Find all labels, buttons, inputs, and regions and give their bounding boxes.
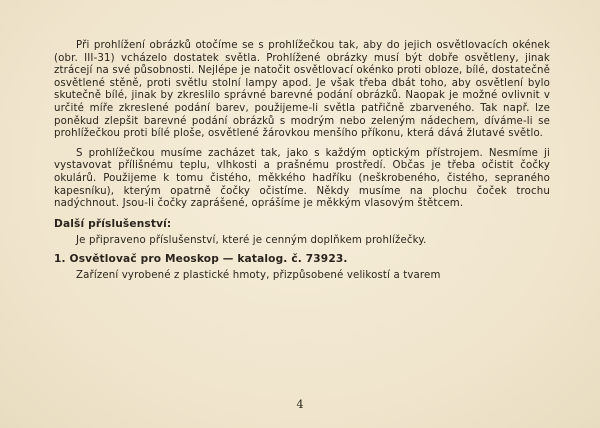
section-intro: Je připraveno příslušenství, které je cenným doplňkem prohlížečky. — [76, 234, 427, 246]
section-heading: Další příslušenství: — [54, 217, 172, 230]
item-text: Zařízení vyrobené z plastické hmoty, přizpůsobené velikostí a tvarem — [76, 270, 441, 282]
page-number: 4 — [296, 398, 304, 411]
item-heading: 1. Osvětlovač pro Meoskop — katalog. č. 73923. — [54, 253, 348, 266]
paragraph-care: S prohlížečkou musíme zacházet tak, jako s každým optickým přístrojem. Nesmíme ji vystavovat přílišnému teplu, vlhkosti a prašnému prostředí. Občas je třeba očistit čočky okulárů. Použijeme k tomu čistého, měkkého hadříku (neškrobeného, čistého, sepraného kapesníku), kterým opatrně čočky očistíme. Někdy musíme na plochu čoček trochu nadýchnout. Jsou-li čočky zaprášené, oprášíme je měkkým vlasovým štětcem. — [54, 147, 550, 210]
text-column — [54, 40, 550, 283]
paragraph-viewing: Při prohlížení obrázků otočíme se s prohlížečkou tak, aby do jejich osvětlovacích okének (obr. III-31) vcházelo dostatek světla. Prohlížené obrázky musí být dobře osvětleny, jinak ztrácejí na své působnosti. Nejlépe je natočit osvětlovací okénko proti obloze, bílé, dostatečně osvětlené stěně, proti světlu stolní lampy apod. Je však třeba dbát toho, aby osvětlení bylo skutečně bílé, jinak by zkreslilo správné barevné podání obrázků. Naopak je možné ovlivnit v určité míře zkreslené podání barev, použijeme-li světla patřičně zbarveného. Tak např. lze poněkud zlepšit barevné podání obrázků s modrým nebo zeleným nádechem, díváme-li se prohlížečkou proti bílé ploše, osvětlené žárovkou menšího příkonu, která dává žlutavé světlo. — [54, 40, 550, 140]
